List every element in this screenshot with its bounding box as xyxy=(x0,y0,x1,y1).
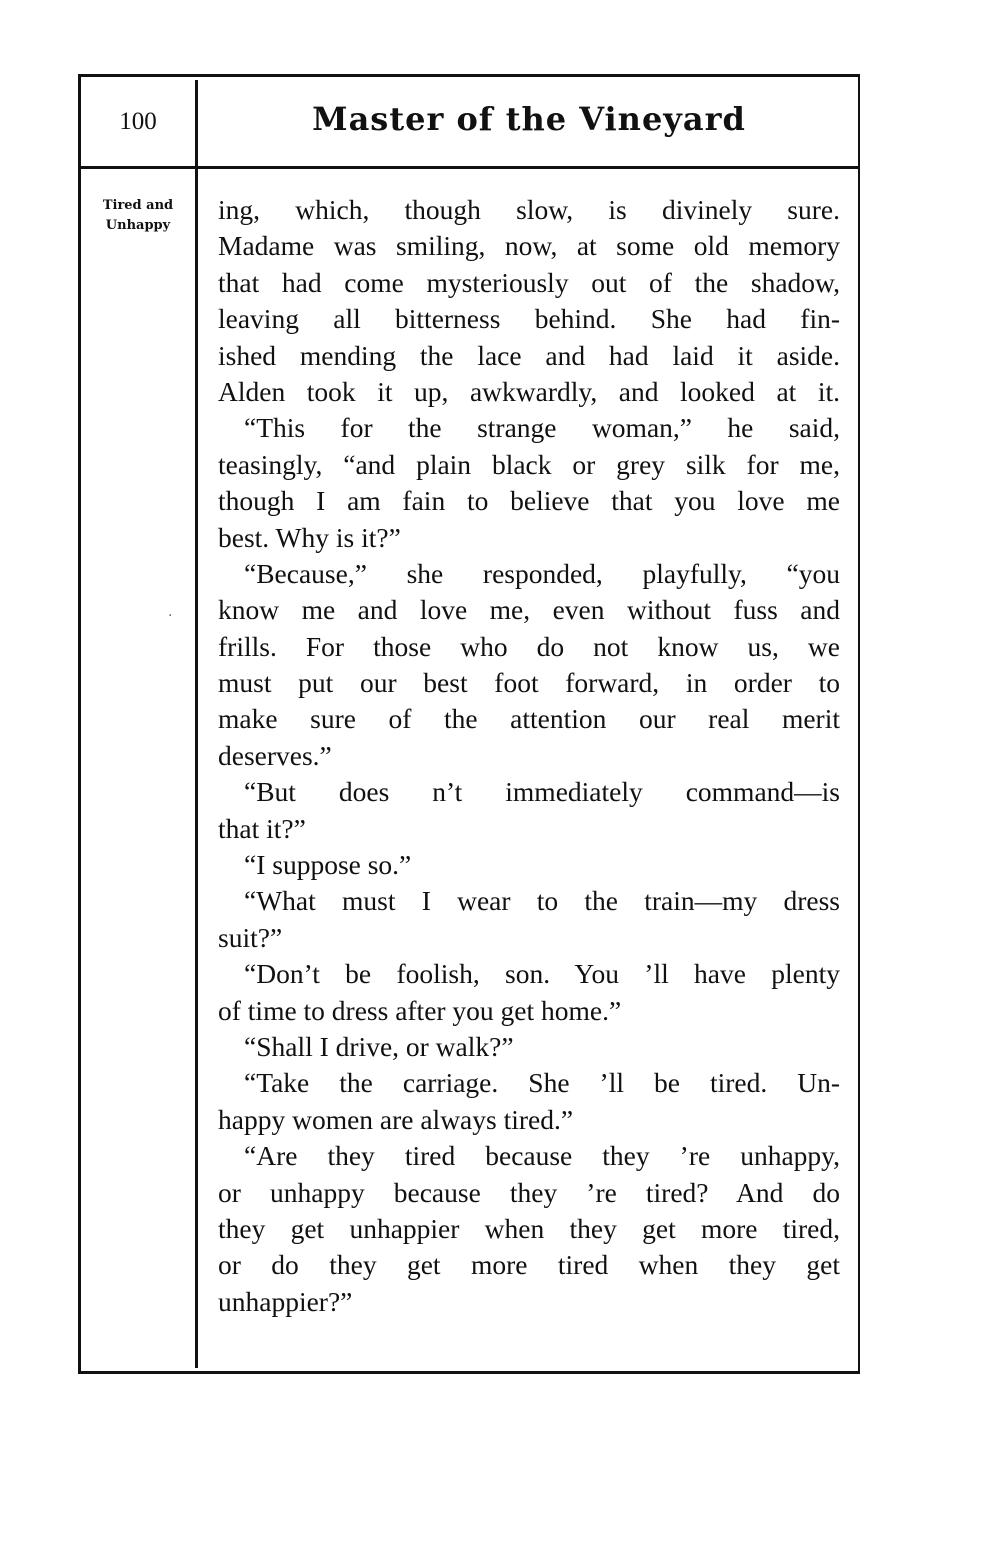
text-line: frills. For those who do not know us, we xyxy=(218,630,840,662)
text-line: “Shall I drive, or walk?” xyxy=(244,1030,514,1062)
text-line: “Don’t be foolish, son. You ’ll have plenty xyxy=(244,958,840,990)
body-text xyxy=(218,192,840,1320)
text-line: must put our best foot forward, in order to xyxy=(218,667,840,699)
text-line: suit?” xyxy=(218,921,283,953)
text-line: deserves.” xyxy=(218,739,332,771)
text-line: “Are they tired because they ’re unhappy, xyxy=(244,1140,840,1172)
ink-speck: · xyxy=(168,608,173,624)
text-line: “Take the carriage. She ’ll be tired. Un- xyxy=(244,1067,840,1099)
text-line: best. Why is it?” xyxy=(218,521,401,553)
margin-column-rule xyxy=(195,80,198,1368)
text-line: leaving all bitterness behind. She had fin- xyxy=(218,303,840,335)
text-line: of time to dress after you get home.” xyxy=(218,994,622,1026)
text-line: know me and love me, even without fuss and xyxy=(218,594,840,626)
text-line: teasingly, “and plain black or grey silk for me, xyxy=(218,448,840,480)
running-title: Master of the Vineyard xyxy=(312,100,746,138)
text-line: “This for the strange woman,” he said, xyxy=(244,412,840,444)
margin-note-line: Tired and xyxy=(102,198,174,213)
text-line: happy women are always tired.” xyxy=(218,1103,574,1135)
page-number: 100 xyxy=(119,108,157,135)
text-line: “I suppose so.” xyxy=(244,849,412,881)
text-line: “But does n’t immediately command—is xyxy=(244,776,840,808)
text-line: that had come mysteriously out of the shadow, xyxy=(218,266,840,298)
text-line: unhappier?” xyxy=(218,1285,353,1317)
text-line: that it?” xyxy=(218,812,306,844)
text-line: Madame was smiling, now, at some old memory xyxy=(218,230,840,262)
text-line: ing, which, though slow, is divinely sure. xyxy=(218,194,840,225)
text-line: “What must I wear to the train—my dress xyxy=(244,885,840,917)
text-line: “Because,” she responded, playfully, “you xyxy=(244,557,840,589)
text-line: or do they get more tired when they get xyxy=(218,1249,840,1281)
margin-note xyxy=(86,196,190,236)
text-line: make sure of the attention our real merit xyxy=(218,703,840,735)
margin-note-line: Unhappy xyxy=(105,218,171,233)
text-line: or unhappy because they ’re tired? And do xyxy=(218,1176,840,1208)
text-line: though I am fain to believe that you love me xyxy=(218,485,840,517)
text-line: they get unhappier when they get more tired, xyxy=(218,1212,840,1244)
text-line: Alden took it up, awkwardly, and looked at it. xyxy=(218,375,840,407)
text-line: ished mending the lace and had laid it aside. xyxy=(218,339,840,371)
